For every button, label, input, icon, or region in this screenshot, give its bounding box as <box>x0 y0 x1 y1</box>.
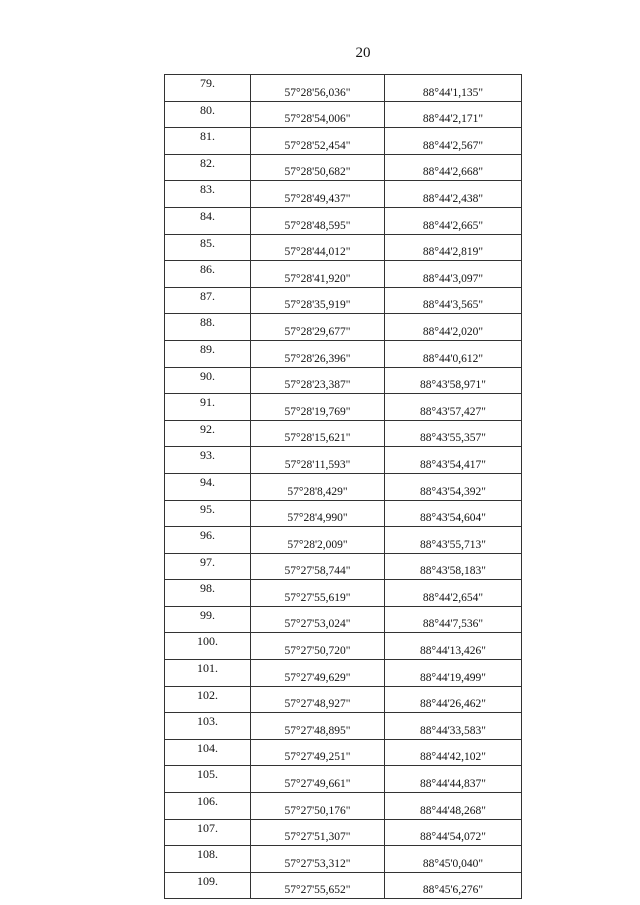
latitude-cell: 57°27'48,927" <box>251 686 385 713</box>
table-row <box>165 846 522 873</box>
latitude-cell: 57°28'54,006" <box>251 101 385 128</box>
latitude-cell: 57°28'35,919" <box>251 287 385 314</box>
longitude-cell: 88°45'0,040" <box>385 846 522 873</box>
table-row <box>165 447 522 474</box>
point-number-cell: 81. <box>165 128 251 155</box>
point-number-cell: 83. <box>165 181 251 208</box>
latitude-cell: 57°27'51,307" <box>251 819 385 846</box>
longitude-cell: 88°43'54,417" <box>385 447 522 474</box>
table-row <box>165 633 522 660</box>
point-number-cell: 89. <box>165 340 251 367</box>
point-number-cell: 108. <box>165 846 251 873</box>
longitude-cell: 88°44'7,536" <box>385 606 522 633</box>
latitude-cell: 57°27'55,619" <box>251 580 385 607</box>
longitude-cell: 88°44'3,565" <box>385 287 522 314</box>
table-row <box>165 75 522 102</box>
latitude-cell: 57°28'50,682" <box>251 154 385 181</box>
longitude-cell: 88°44'1,135" <box>385 75 522 102</box>
point-number-cell: 84. <box>165 207 251 234</box>
latitude-cell: 57°27'48,895" <box>251 713 385 740</box>
table-row <box>165 713 522 740</box>
point-number-cell: 103. <box>165 713 251 740</box>
longitude-cell: 88°44'19,499" <box>385 660 522 687</box>
table-row <box>165 580 522 607</box>
longitude-cell: 88°44'0,612" <box>385 340 522 367</box>
coordinates-table <box>164 74 522 899</box>
latitude-cell: 57°28'2,009" <box>251 527 385 554</box>
point-number-cell: 95. <box>165 500 251 527</box>
table-row <box>165 739 522 766</box>
table-row <box>165 686 522 713</box>
longitude-cell: 88°44'2,819" <box>385 234 522 261</box>
latitude-cell: 57°27'50,720" <box>251 633 385 660</box>
longitude-cell: 88°44'42,102" <box>385 739 522 766</box>
table-row <box>165 872 522 899</box>
table-row <box>165 128 522 155</box>
longitude-cell: 88°44'2,654" <box>385 580 522 607</box>
table-row <box>165 500 522 527</box>
latitude-cell: 57°28'49,437" <box>251 181 385 208</box>
longitude-cell: 88°44'44,837" <box>385 766 522 793</box>
longitude-cell: 88°43'54,392" <box>385 473 522 500</box>
coordinates-table-body <box>165 75 522 899</box>
latitude-cell: 57°28'19,769" <box>251 394 385 421</box>
point-number-cell: 88. <box>165 314 251 341</box>
longitude-cell: 88°44'33,583" <box>385 713 522 740</box>
point-number-cell: 92. <box>165 420 251 447</box>
longitude-cell: 88°44'26,462" <box>385 686 522 713</box>
point-number-cell: 107. <box>165 819 251 846</box>
table-row <box>165 207 522 234</box>
latitude-cell: 57°28'48,595" <box>251 207 385 234</box>
table-row <box>165 261 522 288</box>
longitude-cell: 88°43'58,971" <box>385 367 522 394</box>
latitude-cell: 57°27'53,024" <box>251 606 385 633</box>
point-number-cell: 86. <box>165 261 251 288</box>
latitude-cell: 57°27'55,652" <box>251 872 385 899</box>
latitude-cell: 57°28'41,920" <box>251 261 385 288</box>
point-number-cell: 102. <box>165 686 251 713</box>
latitude-cell: 57°27'53,312" <box>251 846 385 873</box>
point-number-cell: 109. <box>165 872 251 899</box>
table-row <box>165 340 522 367</box>
point-number-cell: 94. <box>165 473 251 500</box>
point-number-cell: 80. <box>165 101 251 128</box>
latitude-cell: 57°28'44,012" <box>251 234 385 261</box>
latitude-cell: 57°27'58,744" <box>251 553 385 580</box>
latitude-cell: 57°28'52,454" <box>251 128 385 155</box>
point-number-cell: 106. <box>165 793 251 820</box>
point-number-cell: 100. <box>165 633 251 660</box>
longitude-cell: 88°43'57,427" <box>385 394 522 421</box>
table-row <box>165 766 522 793</box>
point-number-cell: 97. <box>165 553 251 580</box>
longitude-cell: 88°44'2,567" <box>385 128 522 155</box>
longitude-cell: 88°44'2,171" <box>385 101 522 128</box>
longitude-cell: 88°45'6,276" <box>385 872 522 899</box>
point-number-cell: 105. <box>165 766 251 793</box>
point-number-cell: 82. <box>165 154 251 181</box>
table-row <box>165 181 522 208</box>
longitude-cell: 88°44'2,665" <box>385 207 522 234</box>
latitude-cell: 57°27'49,661" <box>251 766 385 793</box>
table-row <box>165 101 522 128</box>
point-number-cell: 91. <box>165 394 251 421</box>
point-number-cell: 98. <box>165 580 251 607</box>
point-number-cell: 79. <box>165 75 251 102</box>
longitude-cell: 88°44'13,426" <box>385 633 522 660</box>
longitude-cell: 88°44'48,268" <box>385 793 522 820</box>
latitude-cell: 57°28'8,429" <box>251 473 385 500</box>
page-number: 20 <box>355 45 371 61</box>
longitude-cell: 88°44'3,097" <box>385 261 522 288</box>
table-row <box>165 527 522 554</box>
latitude-cell: 57°27'49,629" <box>251 660 385 687</box>
latitude-cell: 57°27'50,176" <box>251 793 385 820</box>
table-row <box>165 314 522 341</box>
point-number-cell: 85. <box>165 234 251 261</box>
point-number-cell: 96. <box>165 527 251 554</box>
latitude-cell: 57°28'23,387" <box>251 367 385 394</box>
longitude-cell: 88°43'55,713" <box>385 527 522 554</box>
latitude-cell: 57°28'26,396" <box>251 340 385 367</box>
table-row <box>165 394 522 421</box>
table-row <box>165 367 522 394</box>
longitude-cell: 88°43'55,357" <box>385 420 522 447</box>
longitude-cell: 88°44'2,668" <box>385 154 522 181</box>
point-number-cell: 93. <box>165 447 251 474</box>
longitude-cell: 88°43'54,604" <box>385 500 522 527</box>
table-row <box>165 287 522 314</box>
point-number-cell: 104. <box>165 739 251 766</box>
latitude-cell: 57°27'49,251" <box>251 739 385 766</box>
longitude-cell: 88°44'2,020" <box>385 314 522 341</box>
point-number-cell: 101. <box>165 660 251 687</box>
latitude-cell: 57°28'4,990" <box>251 500 385 527</box>
longitude-cell: 88°44'2,438" <box>385 181 522 208</box>
table-row <box>165 420 522 447</box>
table-row <box>165 819 522 846</box>
longitude-cell: 88°43'58,183" <box>385 553 522 580</box>
table-row <box>165 154 522 181</box>
point-number-cell: 87. <box>165 287 251 314</box>
table-row <box>165 793 522 820</box>
latitude-cell: 57°28'11,593" <box>251 447 385 474</box>
table-row <box>165 553 522 580</box>
longitude-cell: 88°44'54,072" <box>385 819 522 846</box>
table-row <box>165 473 522 500</box>
table-row <box>165 660 522 687</box>
point-number-cell: 99. <box>165 606 251 633</box>
point-number-cell: 90. <box>165 367 251 394</box>
latitude-cell: 57°28'29,677" <box>251 314 385 341</box>
latitude-cell: 57°28'56,036" <box>251 75 385 102</box>
latitude-cell: 57°28'15,621" <box>251 420 385 447</box>
table-row <box>165 606 522 633</box>
table-row <box>165 234 522 261</box>
